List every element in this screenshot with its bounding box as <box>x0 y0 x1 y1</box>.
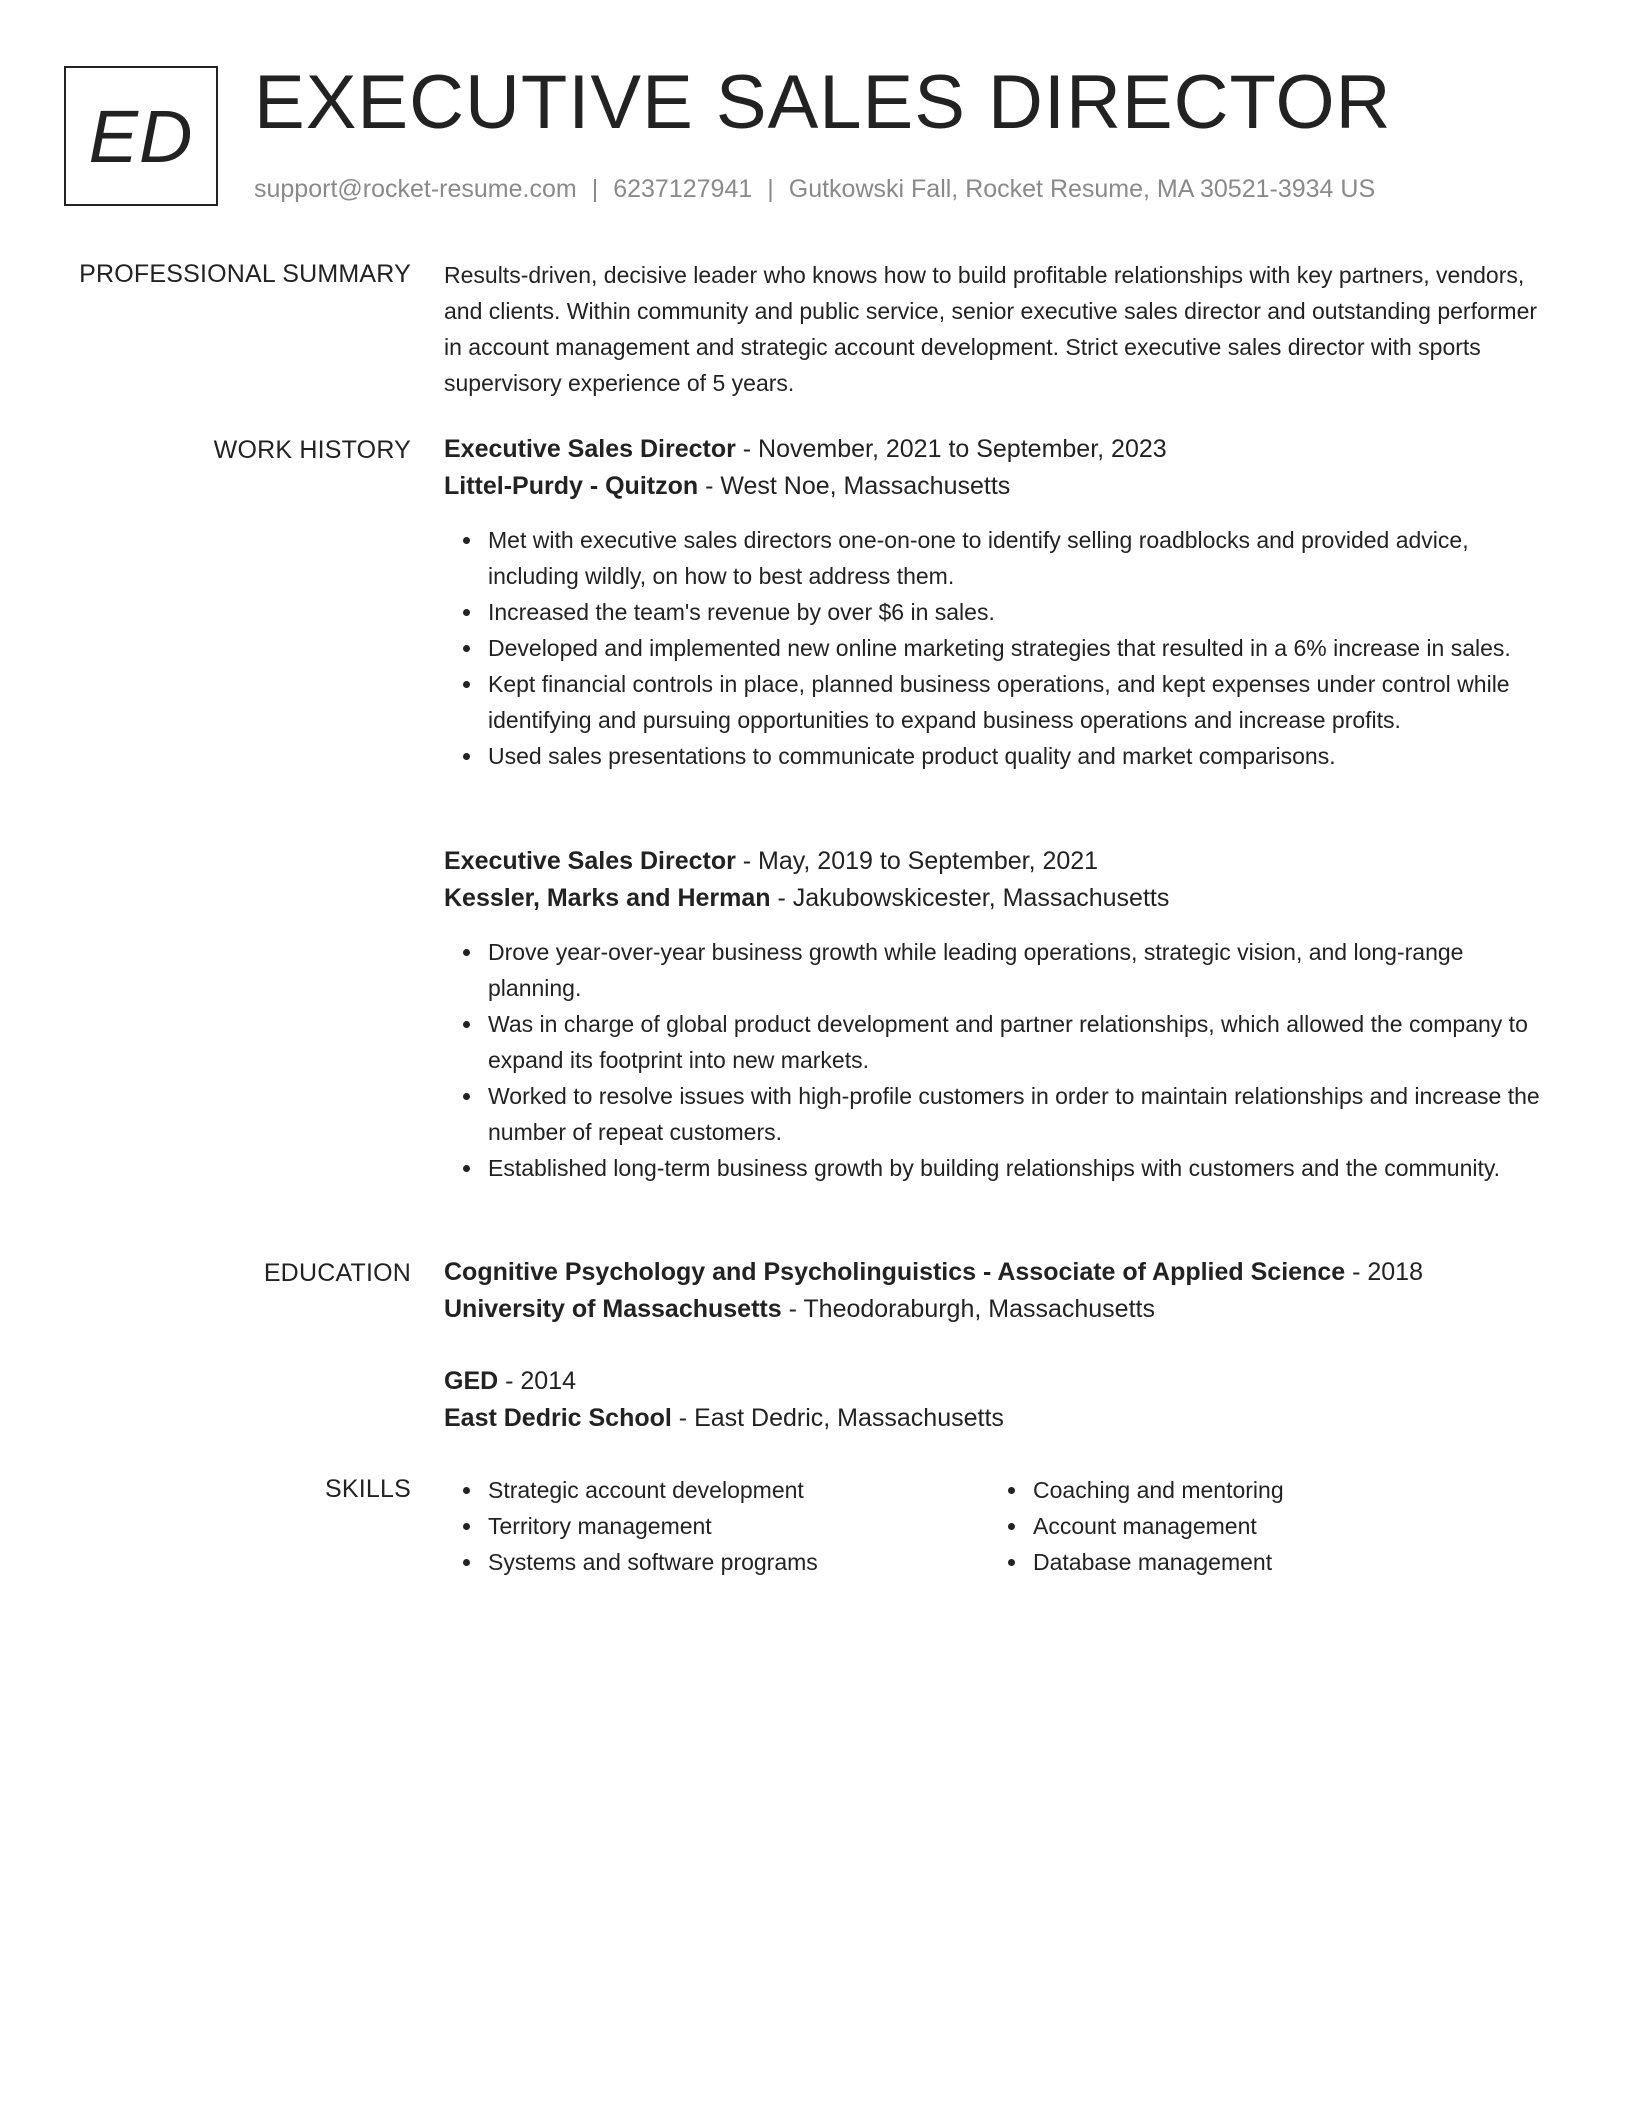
job-bullet: Drove year-over-year business growth while leading operations, strategic vision, and long-range planning. <box>488 934 1544 1006</box>
skill-item: Strategic account development <box>488 1472 989 1508</box>
job-title-line <box>444 431 1544 468</box>
skills-list <box>444 1472 989 1580</box>
job-bullet: Worked to resolve issues with high-profile customers in order to maintain relationships and increase the number of repeat customers. <box>488 1078 1544 1150</box>
job-dates: - November, 2021 to September, 2023 <box>735 435 1167 463</box>
job-location: - West Noe, Massachusetts <box>698 472 1011 500</box>
skill-item: Coaching and mentoring <box>1033 1472 1534 1508</box>
education-school-line <box>444 1291 1544 1328</box>
job-entry <box>444 431 1544 774</box>
education-degree-line <box>444 1254 1544 1291</box>
education-school: East Dedric School <box>444 1404 672 1432</box>
job-company: Littel-Purdy - Quitzon <box>444 472 699 500</box>
job-bullet: Increased the team's revenue by over $6 in sales. <box>488 594 1544 630</box>
job-bullet: Developed and implemented new online marketing strategies that resulted in a 6% increase in sales. <box>488 630 1544 666</box>
job-title-line <box>444 843 1544 880</box>
contact-address: Gutkowski Fall, Rocket Resume, MA 30521-3934 US <box>788 175 1376 203</box>
skill-item: Database management <box>1033 1544 1534 1580</box>
job-company: Kessler, Marks and Herman <box>444 884 771 912</box>
monogram-initials: ED <box>88 94 194 178</box>
job-company-line <box>444 880 1544 917</box>
summary-text: Results-driven, decisive leader who knows how to build profitable relationships with key partners, vendors, and clients. Within community and public service, senior executive sales director and outstanding performer in account management and strategic account development. Strict executive sales director with sports supervisory experience of 5 years. <box>444 262 1538 396</box>
education-year: - 2018 <box>1345 1258 1423 1286</box>
education-school-line <box>444 1400 1544 1437</box>
skills-grid <box>444 1472 1544 1580</box>
education-degree: GED <box>444 1367 499 1395</box>
job-company-line <box>444 468 1544 505</box>
education-location: - Theodoraburgh, Massachusetts <box>781 1295 1155 1323</box>
job-bullets <box>444 522 1544 774</box>
job-location: - Jakubowskicester, Massachusetts <box>770 884 1170 912</box>
job-bullet: Met with executive sales directors one-on-one to identify selling roadblocks and provided advice, including wildly, on how to best address them. <box>488 522 1544 594</box>
resume-title: EXECUTIVE SALES DIRECTOR <box>254 60 1392 145</box>
job-bullet: Established long-term business growth by building relationships with customers and the community. <box>488 1150 1544 1186</box>
job-bullet: Was in charge of global product development and partner relationships, which allowed the company to expand its footprint into new markets. <box>488 1006 1544 1078</box>
contact-line <box>254 173 1375 205</box>
contact-email: support@rocket-resume.com <box>254 175 577 203</box>
contact-phone: 6237127941 <box>613 175 753 203</box>
education-degree-line <box>444 1363 1544 1400</box>
skills-column-left <box>444 1472 989 1580</box>
skill-item: Account management <box>1033 1508 1534 1544</box>
section-label-education: EDUCATION <box>263 1259 411 1287</box>
monogram-badge <box>64 66 218 206</box>
education-entry <box>444 1254 1544 1328</box>
education-school: University of Massachusetts <box>444 1295 782 1323</box>
skills-list <box>989 1472 1534 1580</box>
job-bullets <box>444 934 1544 1186</box>
job-title: Executive Sales Director <box>444 847 736 875</box>
education-location: - East Dedric, Massachusetts <box>671 1404 1004 1432</box>
job-dates: - May, 2019 to September, 2021 <box>735 847 1099 875</box>
education-entry <box>444 1363 1544 1437</box>
skill-item: Territory management <box>488 1508 989 1544</box>
skill-item: Systems and software programs <box>488 1544 989 1580</box>
skills-column-right <box>989 1472 1534 1580</box>
job-bullet: Used sales presentations to communicate product quality and market comparisons. <box>488 738 1544 774</box>
job-title: Executive Sales Director <box>444 435 736 463</box>
education-degree: Cognitive Psychology and Psycholinguistics - Associate of Applied Science <box>444 1258 1346 1286</box>
job-bullet: Kept financial controls in place, planned business operations, and kept expenses under control while identifying and pursuing opportunities to expand business operations and increase profits. <box>488 666 1544 738</box>
job-entry <box>444 843 1544 1186</box>
contact-separator: | <box>591 175 599 203</box>
education-year: - 2014 <box>498 1367 577 1395</box>
contact-separator: | <box>767 175 774 203</box>
section-label-summary: PROFESSIONAL SUMMARY <box>79 260 411 288</box>
section-label-work-history: WORK HISTORY <box>213 436 411 464</box>
section-label-skills: SKILLS <box>325 1475 411 1503</box>
